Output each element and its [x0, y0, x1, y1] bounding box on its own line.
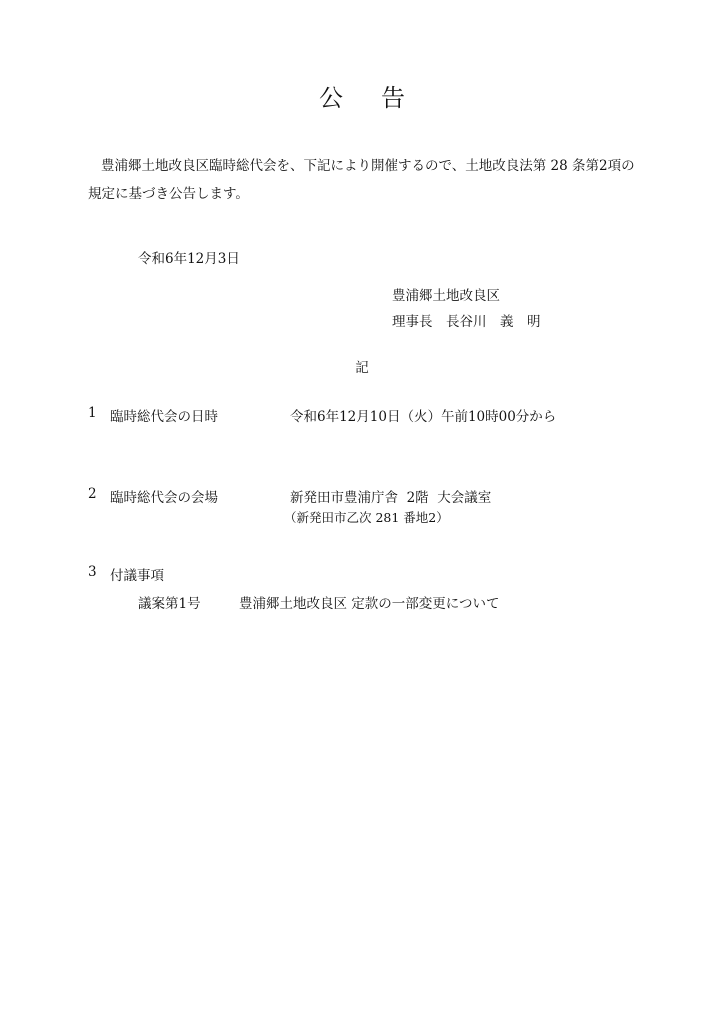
- organization-name: 豊浦郷土地改良区: [392, 288, 500, 304]
- item-1-value: 令和6年12月10日（火）午前10時00分から: [290, 409, 557, 425]
- item-3-label: 付議事項: [110, 568, 164, 584]
- item-3-number: 3: [88, 564, 97, 580]
- agenda-title: 豊浦郷土地改良区 定款の一部変更について: [239, 596, 500, 612]
- notice-date: 令和6年12月3日: [138, 251, 240, 267]
- notice-title: 公告: [319, 84, 443, 112]
- item-2-address: （新発田市乙次 281 番地2）: [284, 510, 449, 525]
- agenda-number: 議案第1号: [138, 596, 201, 612]
- item-1-number: 1: [88, 405, 97, 421]
- chairman-name: 理事長 長谷川 義 明: [392, 314, 541, 330]
- item-1-label: 臨時総代会の日時: [110, 409, 218, 425]
- ki-heading: 記: [355, 360, 369, 376]
- item-2-value: 新発田市豊浦庁舎 2階 大会議室: [290, 490, 492, 506]
- item-2-label: 臨時総代会の会場: [110, 490, 218, 506]
- notice-body: 豊浦郷土地改良区臨時総代会を、下記により開催するので、土地改良法第 28 条第2項の規定に基づき公告します。: [88, 158, 635, 202]
- item-2-number: 2: [88, 486, 97, 502]
